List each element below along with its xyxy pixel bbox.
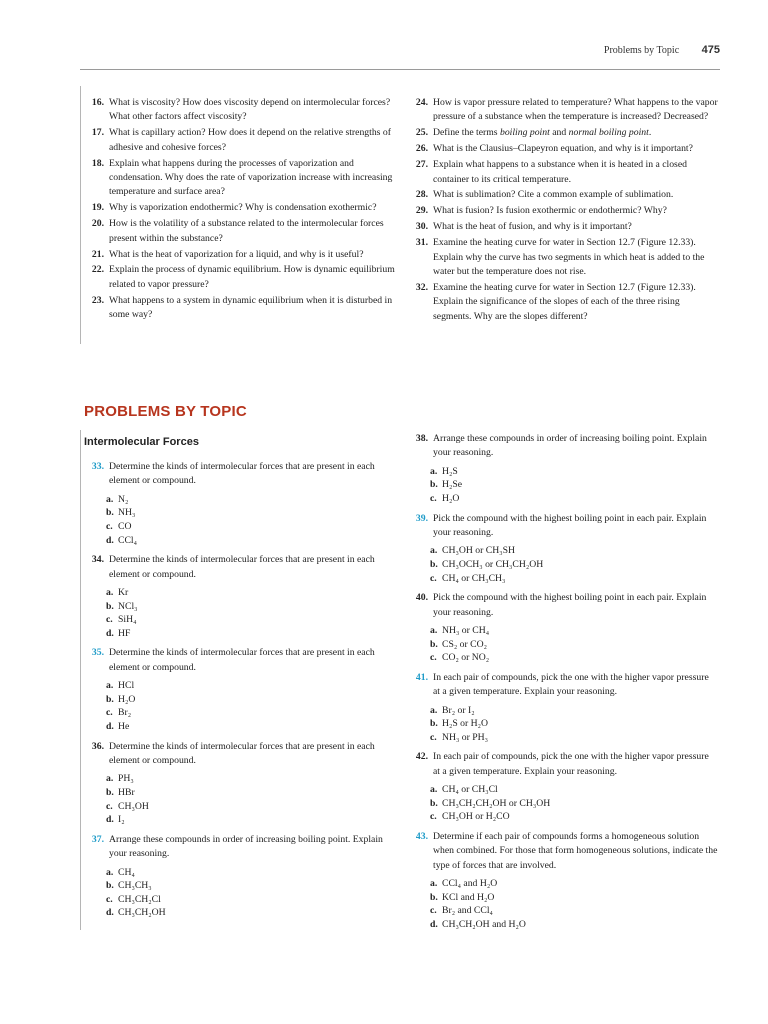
problem-number: 40. — [415, 592, 428, 604]
option-letter: c. — [430, 731, 437, 743]
header-rule — [80, 69, 720, 70]
question-27: 27. Explain what happens to a substance when it is heated in a closed container to its critical temperature. — [415, 159, 687, 185]
option-value: I₂ — [118, 814, 125, 826]
option-value: H₂S — [442, 465, 458, 477]
option-letter: b. — [106, 880, 114, 892]
option-item — [106, 506, 396, 520]
option-value: H₂O — [118, 693, 136, 705]
option-value: CH₃OH or CH₃SH — [442, 545, 515, 557]
option-letter: b. — [430, 718, 438, 730]
option-value: H₂S or H₂O — [442, 718, 489, 730]
option-value: NH₃ or PH₃ — [442, 731, 489, 743]
option-value: CH₃OH or H₂CO — [442, 811, 510, 823]
problem-text: In each pair of compounds, pick the one with the higher vapor pressure at a given temperature. Explain your reasoning. — [433, 671, 709, 698]
question-22: 22. Explain the process of dynamic equilibrium. How is dynamic equilibrium related to vapor pressure? — [91, 264, 395, 290]
option-letter: a. — [430, 545, 438, 557]
option-letter: c. — [430, 572, 437, 584]
option-letter: a. — [430, 625, 438, 636]
problem-options — [106, 866, 396, 920]
option-item — [106, 586, 396, 600]
problems-column-rule — [80, 430, 81, 930]
problem-number: 39. — [415, 512, 428, 524]
question-31: 31. Examine the heating curve for water in Section 12.7 (Figure 12.33). Explain why the curve has two segments in which heat is added to the water but the temperature does not rise. — [415, 237, 705, 277]
problem-number: 37. — [91, 833, 104, 845]
problem-options — [106, 493, 396, 547]
option-value: CH₄ or CH₃Cl — [442, 784, 498, 796]
problem-options — [430, 544, 718, 585]
option-letter: a. — [430, 704, 438, 716]
question-30: 30. What is the heat of fusion, and why is it important? — [415, 221, 632, 233]
option-item — [106, 613, 396, 627]
option-item — [430, 465, 718, 479]
option-letter: d. — [106, 627, 114, 639]
problem-40 — [408, 591, 718, 620]
option-item — [106, 627, 396, 641]
option-letter: b. — [430, 559, 438, 570]
problem-43 — [408, 830, 718, 873]
option-letter: a. — [106, 773, 114, 785]
option-value: Br₂ — [118, 707, 132, 719]
option-letter: b. — [430, 891, 438, 903]
problem-number: 38. — [415, 433, 428, 444]
option-item — [106, 493, 396, 507]
option-value: CH₃CH₃ — [118, 880, 152, 892]
review-questions-right — [408, 96, 718, 326]
option-letter: c. — [106, 893, 113, 905]
problem-options — [430, 877, 718, 931]
option-item — [430, 492, 718, 506]
problems-right — [408, 432, 718, 938]
option-value: NH₃ or CH₄ — [442, 625, 490, 636]
option-item — [106, 800, 396, 814]
option-item — [106, 893, 396, 907]
problem-text: Pick the compound with the highest boiling point in each pair. Explain your reasoning. — [433, 512, 707, 538]
option-letter: a. — [106, 866, 114, 878]
option-item — [430, 717, 718, 731]
question-17: 17. What is capillary action? How does it depend on the relative strengths of adhesive and cohesive forces? — [91, 127, 391, 153]
option-item — [106, 906, 396, 920]
option-letter: c. — [106, 707, 113, 719]
option-value: Kr — [118, 587, 129, 598]
option-letter: d. — [106, 814, 114, 826]
option-value: KCl and H₂O — [442, 891, 495, 903]
question-24: 24. How is vapor pressure related to temperature? What happens to the vapor pressure of a substance when the temperature is increased? Decreased? — [415, 97, 718, 123]
option-item — [106, 679, 396, 693]
problem-38 — [408, 432, 718, 461]
question-21: 21. What is the heat of vaporization for a liquid, and why is it useful? — [91, 248, 364, 260]
problem-36 — [84, 740, 396, 769]
option-item — [430, 572, 718, 586]
option-value: CO₂ or NO₂ — [442, 652, 490, 664]
option-letter: b. — [106, 600, 114, 612]
question-23: 23. What happens to a system in dynamic equilibrium when it is disturbed in some way? — [91, 294, 393, 321]
option-letter: b. — [430, 797, 438, 809]
option-value: CH₄ or CH₃CH₃ — [442, 572, 506, 584]
question-28: 28. What is sublimation? Cite a common example of sublimation. — [415, 189, 674, 201]
problem-options — [106, 772, 396, 826]
problem-number: 33. — [91, 461, 104, 472]
option-value: CCl₄ — [118, 534, 137, 546]
option-item — [430, 810, 718, 824]
option-item — [106, 706, 396, 720]
problem-35 — [84, 646, 396, 675]
problem-options — [430, 704, 718, 745]
option-letter: b. — [430, 638, 438, 650]
option-letter: a. — [106, 493, 114, 505]
problem-text: Determine the kinds of intermolecular forces that are present in each element or compound. — [109, 740, 375, 766]
option-item — [430, 783, 718, 797]
question-26: 26. What is the Clausius–Clapeyron equation, and why is it important? — [415, 143, 693, 155]
option-item — [106, 534, 396, 548]
option-item — [106, 879, 396, 893]
term-boiling-point: boiling point — [499, 127, 550, 139]
option-item — [430, 704, 718, 718]
option-letter: b. — [106, 507, 114, 519]
problem-text: Determine if each pair of compounds forms a homogeneous solution when combined. For those that form homogeneous solutions, indicate the type of forces that are involved. — [433, 830, 718, 871]
problem-number: 34. — [91, 554, 104, 566]
option-value: H₂O — [442, 493, 460, 504]
running-head — [604, 44, 720, 56]
option-item — [106, 600, 396, 614]
option-letter: a. — [430, 784, 438, 796]
option-item — [106, 786, 396, 800]
option-letter: c. — [106, 521, 113, 532]
option-value: He — [118, 720, 130, 732]
section-title: PROBLEMS BY TOPIC — [84, 403, 247, 420]
problem-33 — [84, 460, 396, 489]
option-value: HBr — [118, 786, 135, 798]
option-value: HF — [118, 627, 131, 639]
problem-text: Pick the compound with the highest boiling point in each pair. Explain your reasoning. — [433, 592, 707, 618]
problem-number: 36. — [91, 740, 104, 752]
option-item — [430, 891, 718, 905]
problem-41 — [408, 671, 718, 700]
option-value: CH₃OH — [118, 800, 149, 812]
problem-options — [106, 679, 396, 733]
option-value: CH₄ — [118, 866, 135, 878]
option-letter: a. — [430, 878, 438, 890]
option-letter: d. — [106, 907, 114, 919]
option-value: PH₃ — [118, 773, 134, 785]
option-letter: a. — [106, 587, 114, 598]
subsection-heading: Intermolecular Forces — [84, 436, 199, 448]
option-letter: d. — [430, 918, 438, 930]
option-item — [430, 544, 718, 558]
option-item — [430, 918, 718, 932]
option-value: Br₂ or I₂ — [442, 704, 475, 716]
question-32: 32. Examine the heating curve for water in Section 12.7 (Figure 12.33). Explain the significance of the slopes of each of the three rising segments. Why are the slopes different? — [415, 281, 696, 322]
option-value: CH₃CH₂CH₂OH or CH₃OH — [442, 797, 551, 809]
option-value: NCl₃ — [118, 600, 138, 612]
running-title: Problems by Topic — [603, 45, 680, 56]
option-item — [430, 624, 718, 638]
review-column-rule — [80, 86, 81, 344]
option-item — [430, 478, 718, 492]
problem-number: 41. — [415, 671, 428, 683]
option-value: HCl — [118, 680, 135, 692]
option-value: CH₃CH₂OH — [118, 907, 166, 919]
option-value: Br₂ and CCl₄ — [442, 905, 493, 917]
option-value: H₂Se — [442, 479, 463, 491]
problems-left — [84, 460, 396, 926]
question-16: 16. What is viscosity? How does viscosity depend on intermolecular forces? What other factors affect viscosity? — [91, 97, 391, 123]
question-25: 25. Define the terms boiling point and normal boiling point. — [415, 127, 652, 139]
option-value: N₂ — [118, 493, 129, 505]
problem-34 — [84, 553, 396, 582]
problem-text: Determine the kinds of intermolecular forces that are present in each element or compound. — [109, 554, 375, 580]
question-29: 29. What is fusion? Is fusion exothermic or endothermic? Why? — [415, 205, 667, 217]
option-item — [430, 651, 718, 665]
option-letter: d. — [106, 534, 114, 546]
problem-number: 35. — [91, 647, 104, 659]
problem-options — [106, 586, 396, 640]
problem-text: Determine the kinds of intermolecular forces that are present in each element or compound. — [109, 647, 375, 673]
option-letter: c. — [106, 800, 113, 812]
option-item — [430, 904, 718, 918]
option-value: CCl₄ and H₂O — [442, 878, 498, 890]
option-item — [430, 638, 718, 652]
option-letter: b. — [106, 693, 114, 705]
option-item — [430, 731, 718, 745]
option-letter: a. — [106, 680, 114, 692]
problem-number: 43. — [415, 830, 428, 842]
option-item — [106, 720, 396, 734]
problem-39 — [408, 512, 718, 541]
question-18: 18. Explain what happens during the processes of vaporization and condensation. Why does the rate of vaporization increase with increasing temperature and surface area? — [91, 157, 393, 198]
option-letter: b. — [106, 786, 114, 798]
problem-text: Arrange these compounds in order of increasing boiling point. Explain your reasoning. — [109, 833, 383, 860]
option-letter: c. — [430, 811, 437, 823]
option-letter: c. — [106, 614, 113, 626]
problem-42 — [408, 750, 718, 779]
problem-text: Determine the kinds of intermolecular forces that are present in each element or compound. — [109, 461, 375, 487]
problem-text: Arrange these compounds in order of increasing boiling point. Explain your reasoning. — [433, 433, 707, 459]
problem-options — [430, 465, 718, 506]
problem-number: 42. — [415, 751, 428, 763]
option-letter: c. — [430, 652, 437, 664]
problem-options — [430, 624, 718, 665]
option-value: CO — [118, 521, 132, 532]
option-letter: c. — [430, 905, 437, 917]
option-letter: a. — [430, 465, 438, 477]
option-value: CH₃CH₂Cl — [118, 893, 161, 905]
option-value: CS₂ or CO₂ — [442, 638, 487, 650]
review-questions-left — [84, 96, 396, 324]
option-value: CH₃OCH₃ or CH₃CH₂OH — [442, 559, 544, 570]
problem-options — [430, 783, 718, 824]
option-item — [430, 877, 718, 891]
term-normal-boiling-point: normal boiling point — [568, 127, 649, 139]
option-letter: b. — [430, 479, 438, 491]
option-item — [106, 520, 396, 534]
option-item — [430, 797, 718, 811]
option-value: SiH₄ — [118, 614, 137, 626]
question-20: 20. How is the volatility of a substance related to the intermolecular forces present within the substance? — [91, 218, 384, 244]
option-item — [430, 558, 718, 572]
option-value: CH₃CH₂OH and H₂O — [442, 918, 526, 930]
option-letter: d. — [106, 720, 114, 732]
option-item — [106, 772, 396, 786]
problem-37 — [84, 833, 396, 862]
problem-text: In each pair of compounds, pick the one with the higher vapor pressure at a given temperature. Explain your reasoning. — [433, 751, 709, 777]
page-number: 475 — [701, 44, 720, 56]
option-item — [106, 813, 396, 827]
option-value: NH₃ — [118, 507, 136, 519]
question-19: 19. Why is vaporization endothermic? Why is condensation exothermic? — [91, 202, 377, 214]
option-item — [106, 866, 396, 880]
option-item — [106, 693, 396, 707]
option-letter: c. — [430, 493, 437, 504]
